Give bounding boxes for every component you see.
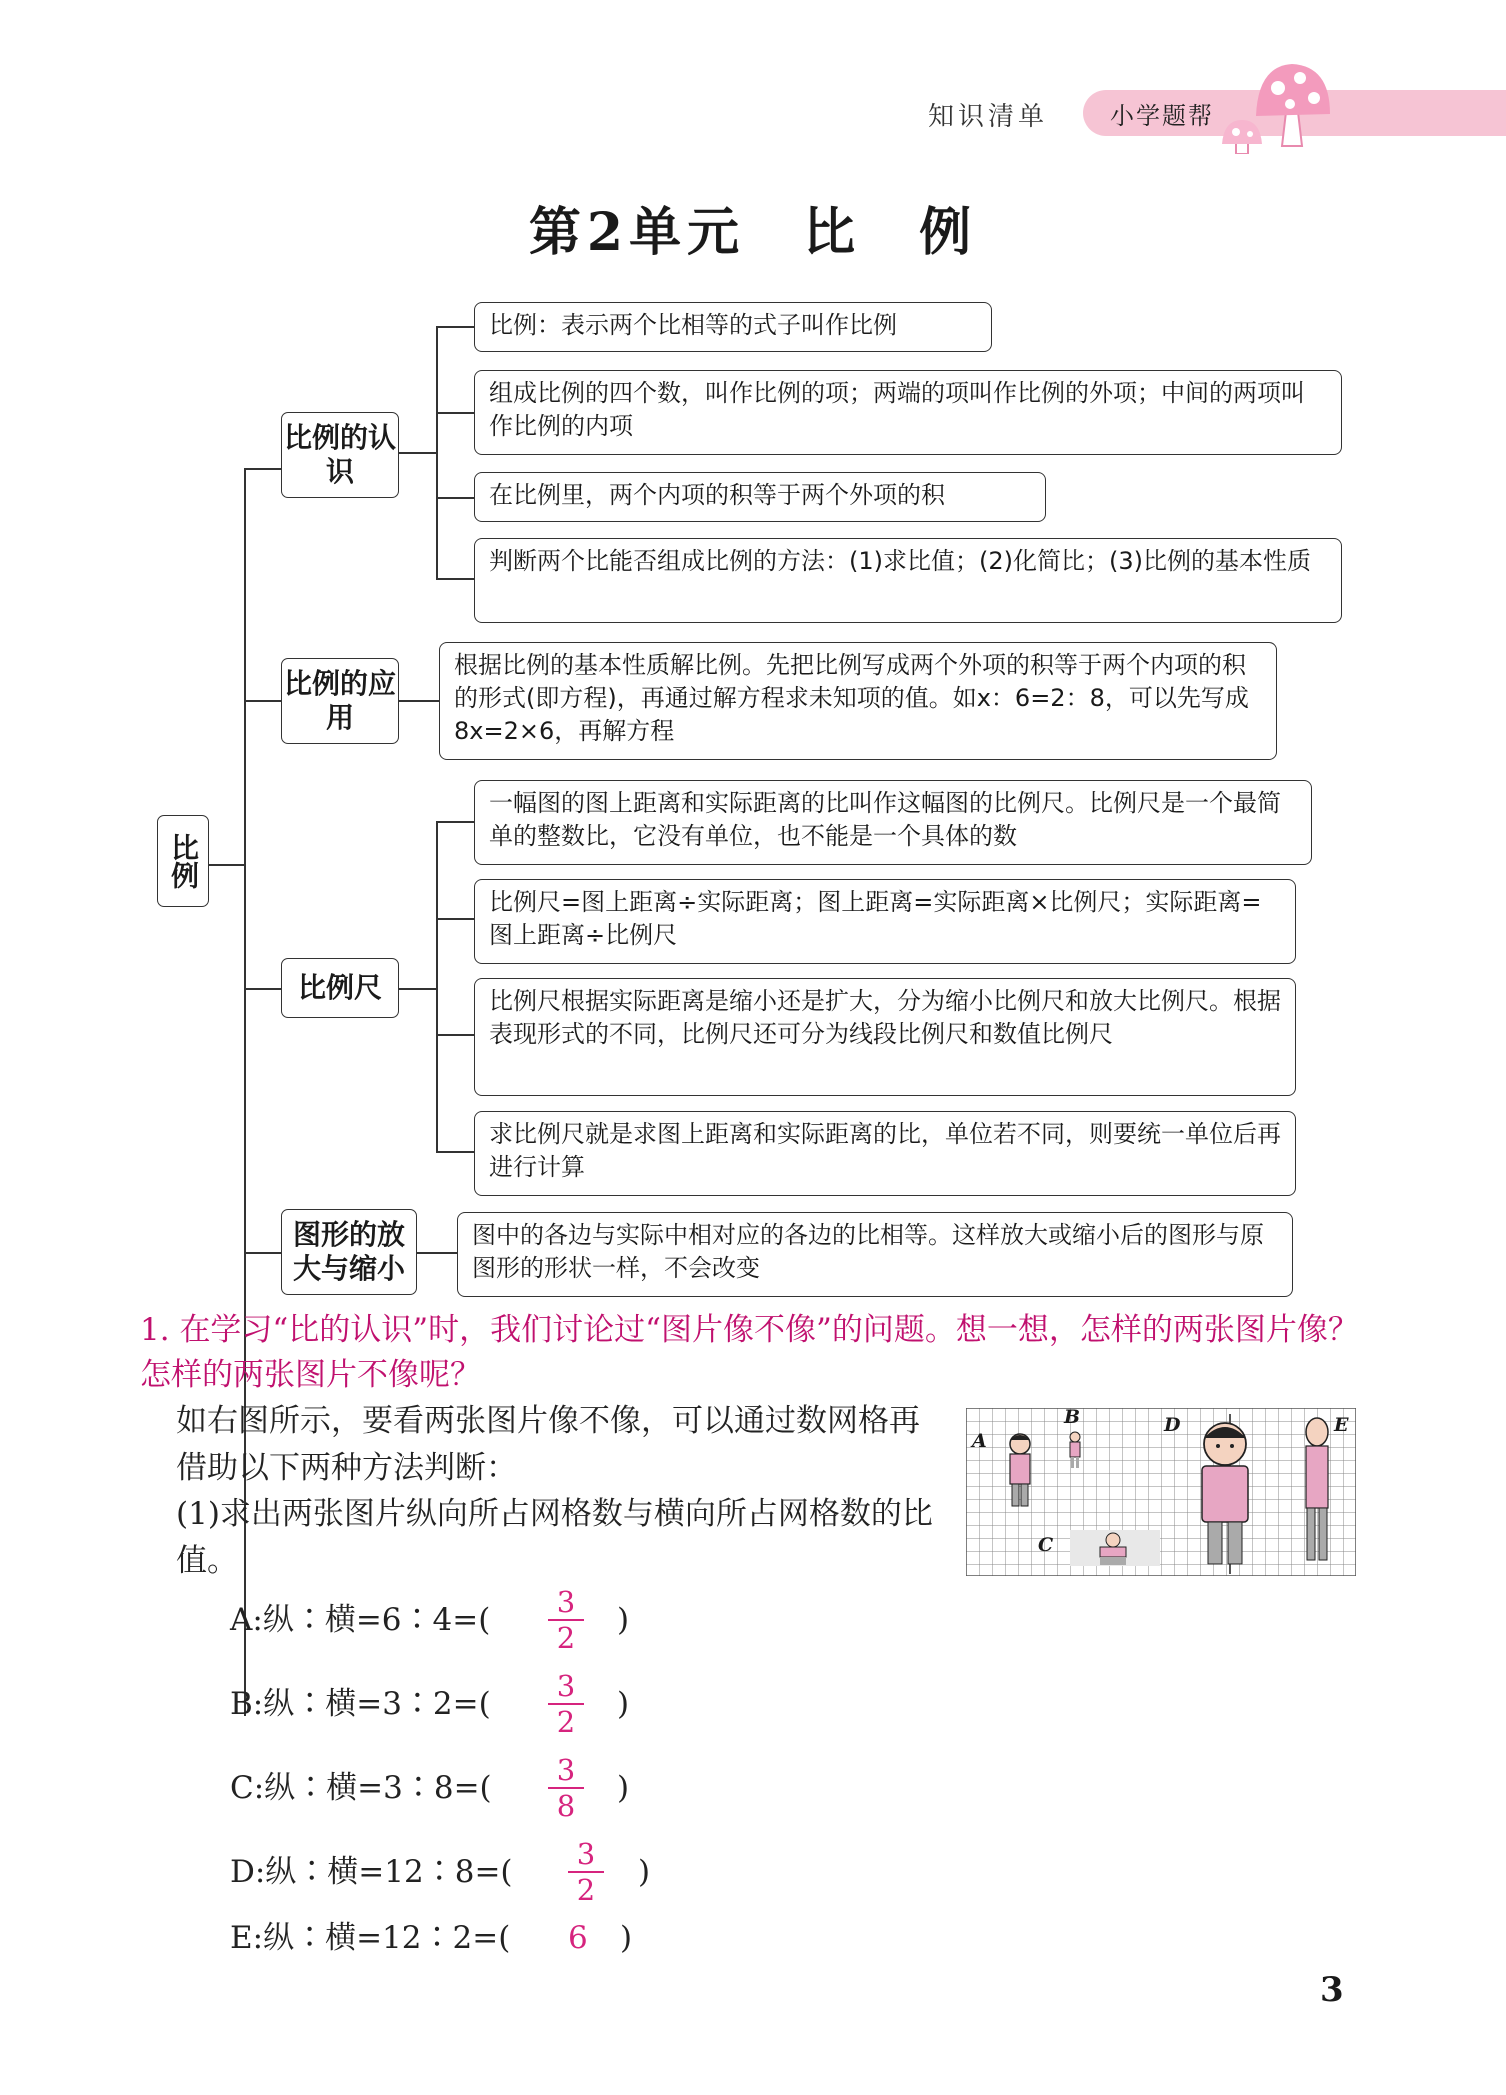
tree-item: 比例尺=图上距离÷实际距离；图上距离=实际距离×比例尺；实际距离=图上距离÷比例尺 — [474, 879, 1296, 964]
method-step-1: (1)求出两张图片纵向所占网格数与横向所占网格数的比值。 — [176, 1496, 933, 1579]
connector — [436, 1034, 474, 1036]
tree-item: 判断两个比能否组成比例的方法：(1)求比值；(2)化简比；(3)比例的基本性质 — [474, 538, 1342, 623]
connector — [436, 412, 474, 414]
figure-label-b: B — [1064, 1406, 1081, 1428]
figure-b-boy-icon — [1066, 1430, 1084, 1470]
tree-root: 比例 — [157, 815, 209, 907]
connector — [436, 821, 438, 1152]
category-recognition: 比例的认识 — [281, 412, 399, 498]
figure-e-boy-icon — [1300, 1416, 1334, 1566]
numerator: 3 — [556, 1585, 576, 1619]
connector — [244, 468, 281, 470]
equation-b — [230, 1674, 491, 1734]
tree-item: 根据比例的基本性质解比例。先把比例写成两个外项的积等于两个内项的积的形式(即方程)，再通过解方程求未知项的值。如x：6=2：8，可以先写成8x=2×6，再解方程 — [439, 642, 1277, 760]
equation-lhs: A:纵∶横=6∶4=( — [230, 1602, 491, 1638]
mushroom-icon — [1218, 54, 1338, 154]
tree-item: 图中的各边与实际中相对应的各边的比相等。这样放大或缩小后的图形与原图形的形状一样，不会改变 — [457, 1212, 1293, 1297]
answer-fraction-a — [546, 1585, 586, 1655]
equation-a — [230, 1590, 490, 1650]
question-number: 1. — [140, 1312, 170, 1348]
category-enlarge-shrink: 图形的放大与缩小 — [281, 1209, 417, 1295]
tree-item: 比例尺根据实际距离是缩小还是扩大，分为缩小比例尺和放大比例尺。根据表现形式的不同，比例尺还可分为线段比例尺和数值比例尺 — [474, 978, 1296, 1096]
connector — [417, 1252, 457, 1254]
denominator: 8 — [556, 1789, 576, 1823]
denominator: 2 — [556, 1621, 576, 1655]
numerator: 3 — [556, 1669, 576, 1703]
denominator: 2 — [576, 1873, 596, 1907]
equation-close: ) — [617, 1602, 630, 1638]
figure-label-e: E — [1334, 1414, 1349, 1436]
figure-d-boy-icon — [1190, 1420, 1260, 1570]
answer-fraction-c — [546, 1753, 586, 1823]
connector — [244, 988, 281, 990]
figure-label-d: D — [1164, 1414, 1181, 1436]
connector — [399, 988, 437, 990]
connector — [436, 326, 474, 328]
page-title: 第2单元 比 例 — [528, 202, 978, 263]
section-label: 知识清单 — [928, 102, 1049, 132]
connector — [244, 1252, 281, 1254]
connector — [209, 864, 245, 866]
denominator: 2 — [556, 1705, 576, 1739]
equation-lhs: E:纵∶横=12∶2=( — [230, 1920, 511, 1956]
connector — [399, 452, 437, 454]
equation-lhs: C:纵∶横=3∶8=( — [230, 1770, 492, 1806]
question-text — [140, 1308, 1370, 1398]
equation-e — [230, 1908, 510, 1968]
figure-c-boy-icon — [1070, 1530, 1160, 1566]
numerator: 3 — [576, 1837, 596, 1871]
equation-close: ) — [620, 1920, 633, 1956]
equation-close: ) — [617, 1686, 630, 1722]
tree-item: 在比例里，两个内项的积等于两个外项的积 — [474, 472, 1046, 522]
equation-lhs: B:纵∶横=3∶2=( — [230, 1686, 491, 1722]
brand-tag: 小学题帮 — [1110, 102, 1214, 130]
connector — [436, 578, 474, 580]
figure-a-boy-icon — [1002, 1430, 1040, 1510]
equation-c — [230, 1758, 492, 1818]
category-scale: 比例尺 — [281, 958, 399, 1018]
figure-label-a: A — [972, 1430, 987, 1452]
answer-fraction-b — [546, 1669, 586, 1739]
tree-item: 一幅图的图上距离和实际距离的比叫作这幅图的比例尺。比例尺是一个最简单的整数比，它没有单位，也不能是一个具体的数 — [474, 780, 1312, 865]
equation-d — [230, 1842, 513, 1902]
connector — [436, 918, 474, 920]
figure-label-c: C — [1038, 1534, 1054, 1556]
connector — [244, 700, 281, 702]
tree-item: 组成比例的四个数，叫作比例的项；两端的项叫作比例的外项；中间的两项叫作比例的内项 — [474, 370, 1342, 455]
connector — [436, 1151, 474, 1153]
tree-item: 比例：表示两个比相等的式子叫作比例 — [474, 302, 992, 352]
connector — [399, 700, 439, 702]
answer-e: 6 — [568, 1920, 588, 1956]
method-intro: 如右图所示，要看两张图片像不像，可以通过数网格再借助以下两种方法判断： — [176, 1403, 920, 1486]
category-application: 比例的应用 — [281, 658, 399, 744]
equation-lhs: D:纵∶横=12∶8=( — [230, 1854, 513, 1890]
equation-close: ) — [617, 1770, 630, 1806]
page-number: 3 — [1320, 1970, 1344, 2010]
connector — [436, 326, 438, 579]
tree-item: 求比例尺就是求图上距离和实际距离的比，单位若不同，则要统一单位后再进行计算 — [474, 1111, 1296, 1196]
connector — [436, 821, 474, 823]
connector — [436, 497, 474, 499]
answer-fraction-d — [566, 1837, 606, 1907]
question-body: 在学习“比的认识”时，我们讨论过“图片像不像”的问题。想一想，怎样的两张图片像？怎样的两张图片不像呢？ — [140, 1312, 1359, 1393]
equation-close: ) — [638, 1854, 651, 1890]
numerator: 3 — [556, 1753, 576, 1787]
